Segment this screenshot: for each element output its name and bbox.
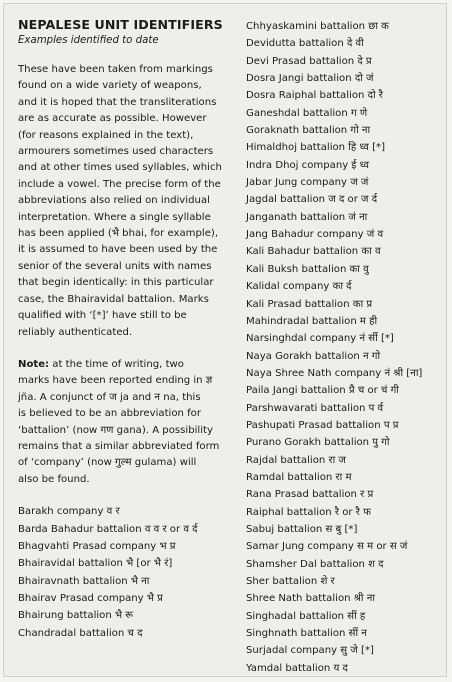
note-line: marks have been reported ending in ज्ञ: [18, 375, 213, 387]
unit-entry: Ramdal battalion रा म: [246, 471, 352, 483]
unit-entry: Rana Prasad battalion र प्र: [246, 489, 374, 501]
unit-entry: Ganeshdal battalion ग णे: [246, 107, 368, 119]
unit-entry: Kali Bahadur battalion का व: [246, 246, 381, 258]
unit-list-right: [246, 18, 452, 677]
unit-entry: Kalidal company का र्द: [246, 281, 352, 293]
intro-line: and at other times used syllables, which: [18, 162, 222, 174]
unit-entry: Bhairavidal battalion भै [or भै रं]: [18, 558, 173, 570]
intro-line: armourers sometimes used characters: [18, 146, 214, 158]
page-subtitle: Examples identified to date: [18, 35, 159, 46]
intro-line: These have been taken from markings: [18, 64, 213, 75]
unit-entry: Naya Gorakh battalion न गो: [246, 350, 381, 362]
unit-entry: Kali Prasad battalion का प्र: [246, 298, 373, 310]
unit-entry: Rajdal battalion रा ज: [246, 454, 346, 466]
unit-entry: Himaldhoj battalion हि ध्व [*]: [246, 142, 386, 154]
note-line: jña. A conjunct of ज ja and न na, this: [18, 391, 201, 403]
unit-entry: Bhairav Prasad company भै प्र: [18, 592, 163, 604]
unit-entry: Barda Bahadur battalion व व र or व र्द: [18, 523, 198, 535]
unit-entry: Singhnath battalion सीं न: [246, 628, 367, 640]
note-line: also be found.: [18, 473, 90, 485]
unit-list-left: [18, 503, 238, 642]
unit-entry: Surjadal company सु जे [*]: [246, 645, 374, 657]
intro-line: qualified with ‘[*]’ have still to be: [18, 310, 187, 322]
intro-line: and it is hoped that the transliterations: [18, 96, 217, 108]
intro-line: found on a wide variety of weapons,: [18, 80, 202, 92]
intro-line: (for reasons explained in the text),: [18, 129, 194, 141]
note-paragraph: [18, 357, 238, 488]
unit-entry: Mahindradal battalion म ही: [246, 315, 378, 327]
intro-paragraph: [18, 62, 238, 341]
intro-line: abbreviations also relied on individual: [18, 195, 210, 207]
note-line: at the time of writing, two: [49, 358, 184, 370]
note-line: is believed to be an abbreviation for: [18, 408, 201, 420]
unit-entry: Singhadal battalion सीं ह: [246, 610, 366, 622]
unit-entry: Samar Jung company स म or स जं: [246, 541, 408, 553]
unit-entry: Purano Gorakh battalion पु गो: [246, 437, 390, 449]
unit-entry: Sher battalion शे र: [246, 576, 335, 587]
unit-entry: Kali Buksh battalion का वु: [246, 263, 369, 275]
unit-entry: Sabuj battalion स बु [*]: [246, 523, 358, 535]
intro-line: senior of the several units with names: [18, 260, 212, 272]
unit-entry: Yamdal battalion य द: [246, 662, 348, 674]
left-column: [18, 16, 238, 642]
unit-entry: Parshwavarati battalion प र्व: [246, 402, 384, 414]
unit-entry: Dosra Jangi battalion दो जं: [246, 73, 374, 85]
unit-entry: Indra Dhoj company ई ध्व: [246, 159, 369, 171]
note-label: Note:: [18, 358, 50, 370]
unit-entry: Bhairung battalion भै रू: [18, 610, 134, 622]
intro-line: interpretation. Where a single syllable: [18, 211, 211, 223]
unit-entry: Chandradal battalion च द: [18, 627, 143, 639]
note-line: remains that a similar abbreviated form: [18, 440, 220, 452]
intro-line: reliably authenticated.: [18, 326, 133, 338]
intro-line: case, the Bhairavidal battalion. Marks: [18, 293, 209, 305]
page-title: NEPALESE UNIT IDENTIFIERS: [18, 17, 223, 32]
unit-entry: Naya Shree Nath company नं श्री [ना]: [246, 367, 423, 379]
intro-line: that begin identically: in this particular: [18, 277, 214, 289]
intro-line: include a vowel. The precise form of the: [18, 178, 221, 190]
unit-entry: Dosra Raiphal battalion दो रै: [246, 90, 383, 102]
unit-entry: Raiphal battalion रै or रै फ: [246, 506, 371, 518]
content-panel: [3, 3, 447, 677]
note-line: of ‘company’ (now गुल्म gulama) will: [18, 457, 197, 469]
unit-entry: Narsinghdal company नं र्सी [*]: [246, 333, 394, 345]
intro-line: are as accurate as possible. However: [18, 113, 207, 125]
unit-entry: Shamsher Dal battalion श द: [246, 558, 384, 570]
unit-entry: Pashupati Prasad battalion प प्र: [246, 419, 399, 431]
right-column: [246, 18, 452, 677]
unit-entry: Jagdal battalion ज द or ज र्द: [246, 194, 378, 206]
intro-line: it is assumed to have been used by the: [18, 244, 218, 256]
unit-entry: Shree Nath battalion श्री ना: [246, 593, 375, 605]
unit-entry: Jang Bahadur company जं व: [246, 229, 384, 241]
unit-entry: Bhairavnath battalion भै ना: [18, 575, 150, 587]
unit-entry: Devi Prasad battalion दे प्र: [246, 55, 372, 67]
unit-entry: Barakh company व र: [18, 506, 120, 518]
unit-entry: Goraknath battalion गो ना: [246, 125, 371, 137]
unit-entry: Paila Jangi battalion प्रै च or चं गी: [246, 385, 399, 397]
unit-entry: Jabar Jung company ज जं: [246, 177, 369, 189]
unit-entry: Devidutta battalion दे वी: [246, 38, 364, 50]
intro-line: has been applied (भै bhai, for example),: [18, 228, 219, 240]
unit-entry: Janganath battalion जं ना: [246, 211, 368, 223]
unit-entry: Bhagvahti Prasad company भ प्र: [18, 540, 176, 552]
unit-entry: Chhyaskamini battalion छा क: [246, 21, 389, 32]
note-line: ‘battalion’ (now गण gana). A possibility: [18, 424, 213, 436]
